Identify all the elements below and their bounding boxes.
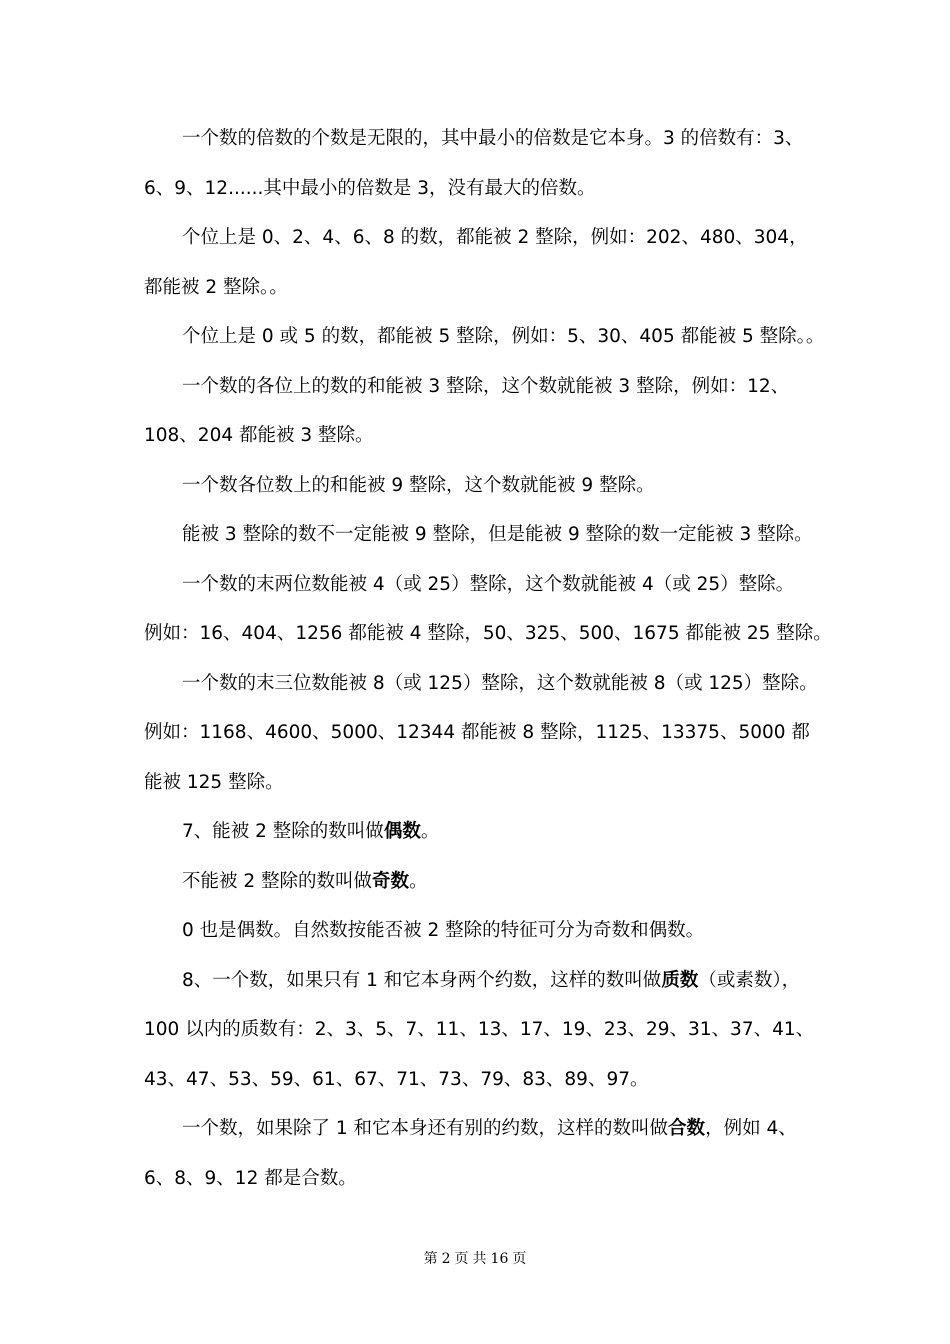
- prime-definition-end: （或素数），: [698, 969, 801, 991]
- even-definition-text: 7、能被 2 整除的数叫做: [182, 821, 384, 842]
- paragraph-line: 一个数的末两位数能被 4（或 25）整除，这个数就能被 4（或 25）整除。: [182, 573, 795, 595]
- odd-definition-line: [144, 857, 819, 907]
- paragraph-line: 一个数的倍数的个数是无限的，其中最小的倍数是它本身。3 的倍数有：3、: [182, 128, 804, 149]
- paragraph-line: 一个数的末三位数能被 8（或 125）整除，这个数就能被 8（或 125）整除。: [182, 672, 818, 694]
- prime-definition-text: 8、一个数，如果只有 1 和它本身两个约数，这样的数叫做: [182, 969, 662, 991]
- prime-term: 质数: [661, 969, 699, 991]
- paragraph-line: 一个数各位数上的和能被 9 整除，这个数就能被 9 整除。: [182, 474, 655, 496]
- footer-word: 页: [454, 1251, 469, 1267]
- footer-word: 页: [512, 1251, 527, 1267]
- page-content: [144, 114, 832, 1203]
- odd-definition-end: 。: [409, 870, 428, 892]
- paragraph-line: 108、204 都能被 3 整除。: [144, 425, 374, 446]
- paragraph-line: 6、8、9、12 都是合数。: [144, 1167, 357, 1189]
- paragraph-line: 个位上是 0 或 5 的数，都能被 5 整除，例如：5、30、405 都能被 5 整除。。: [182, 326, 825, 347]
- composite-term: 合数: [668, 1118, 706, 1139]
- paragraph-line: 例如：1168、4600、5000、12344 都能被 8 整除，1125、13375、5000 都: [144, 722, 810, 743]
- even-definition-line: [144, 807, 819, 857]
- prime-list-line: 100 以内的质数有：2、3、5、7、11、13、17、19、23、29、31、37、41、: [144, 1019, 815, 1040]
- paragraph-line: 能被 3 整除的数不一定能被 9 整除，但是能被 9 整除的数一定能被 3 整除。: [182, 524, 813, 545]
- composite-definition-line: [144, 1104, 819, 1154]
- paragraph-line: 都能被 2 整除。。: [144, 276, 288, 298]
- paragraph-line: 0 也是偶数。自然数按能否被 2 整除的特征可分为奇数和偶数。: [182, 920, 705, 941]
- composite-definition-end: ，例如 4、: [705, 1118, 797, 1139]
- prime-list-line: 43、47、53、59、61、67、71、73、79、83、89、97。: [144, 1068, 649, 1090]
- paragraph-line: 能被 125 整除。: [144, 771, 284, 793]
- footer-word: 共: [472, 1251, 487, 1267]
- composite-definition-text: 一个数，如果除了 1 和它本身还有别的约数，这样的数叫做: [182, 1118, 669, 1139]
- footer-total-pages: 16: [490, 1251, 509, 1267]
- page-footer: [0, 1248, 950, 1268]
- footer-word: 第: [423, 1251, 438, 1267]
- paragraph-line: 6、9、12......其中最小的倍数是 3，没有最大的倍数。: [144, 177, 596, 199]
- even-definition-end: 。: [420, 821, 440, 842]
- even-term: 偶数: [383, 821, 421, 842]
- paragraph-line: 个位上是 0、2、4、6、8 的数，都能被 2 整除，例如：202、480、304，: [182, 227, 808, 248]
- odd-term: 奇数: [372, 870, 410, 892]
- prime-definition-line: [144, 956, 819, 1006]
- odd-definition-text: 不能被 2 整除的数叫做: [182, 870, 373, 892]
- footer-page-number: 2: [441, 1251, 451, 1267]
- paragraph-line: 一个数的各位上的数的和能被 3 整除，这个数就能被 3 整除，例如：12、: [182, 375, 790, 397]
- paragraph-line: 例如：16、404、1256 都能被 4 整除，50、325、500、1675 都能被 25 整除。: [144, 623, 832, 644]
